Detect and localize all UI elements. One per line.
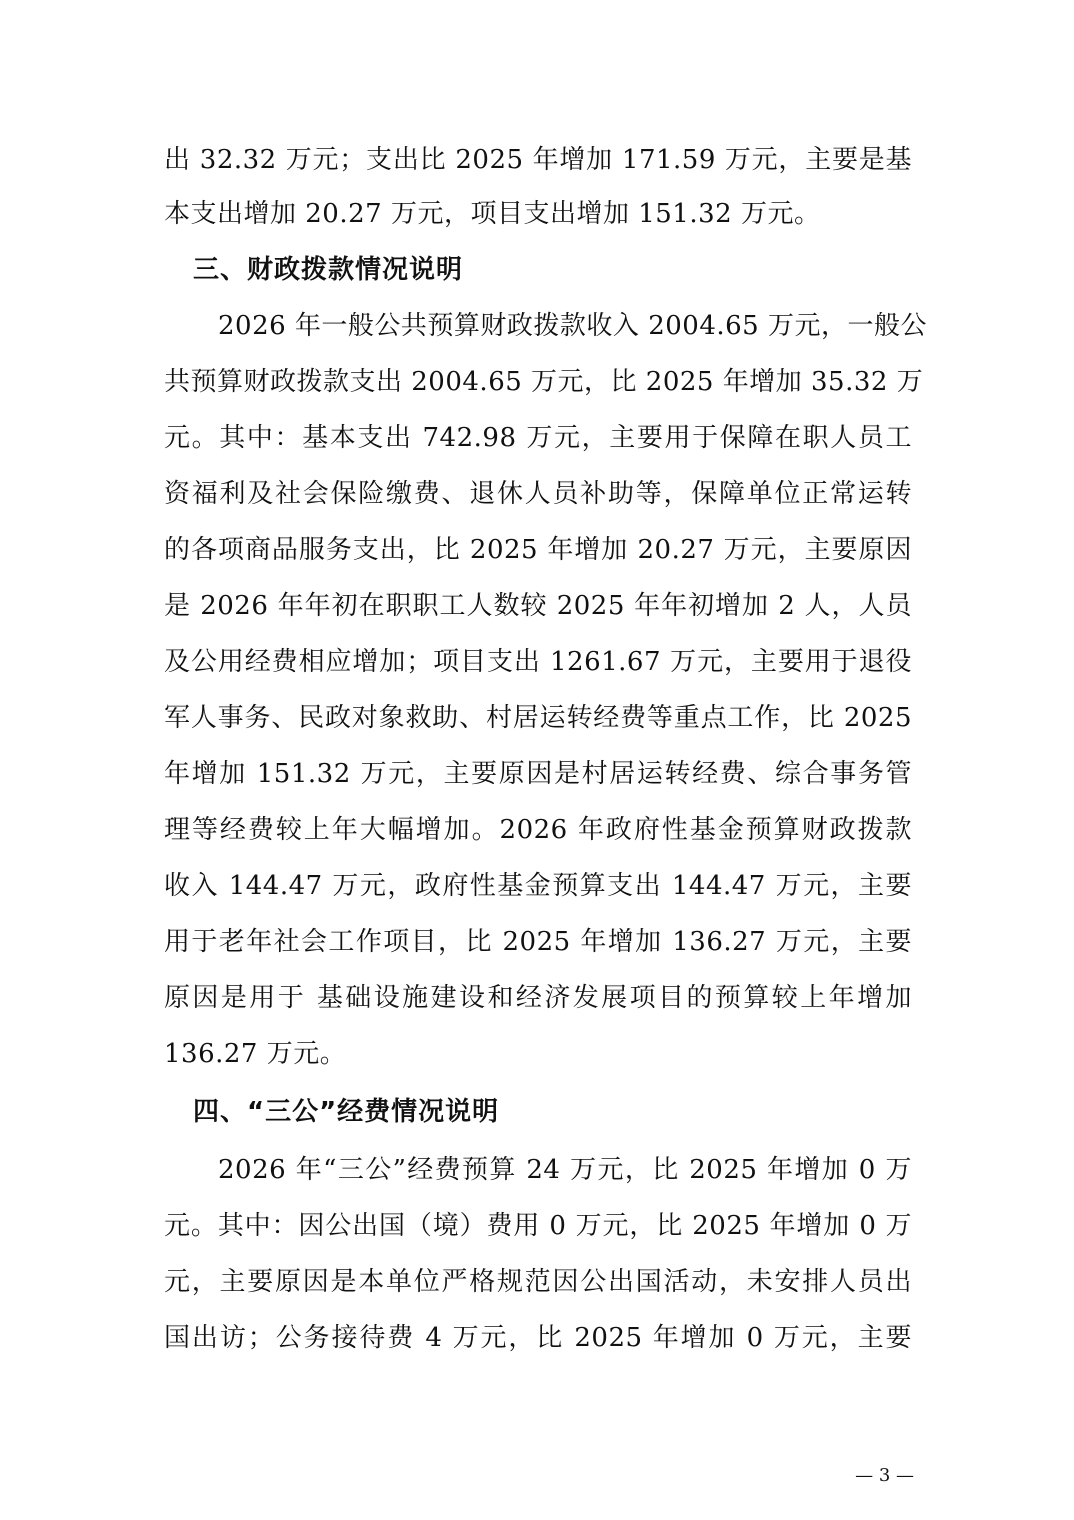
- section-heading-fiscal-appropriation: 三、财政拨款情况说明: [193, 255, 464, 285]
- paragraph-line: 用于老年社会工作项目，比 2025 年增加 136.27 万元，主要: [164, 927, 912, 957]
- paragraph-line: 元。其中：因公出国（境）费用 0 万元，比 2025 年增加 0 万: [164, 1211, 912, 1241]
- paragraph-line: 原因是用于 基础设施建设和经济发展项目的预算较上年增加: [164, 983, 912, 1013]
- paragraph-line: 年增加 151.32 万元，主要原因是村居运转经费、综合事务管: [164, 759, 912, 789]
- paragraph-line: 收入 144.47 万元，政府性基金预算支出 144.47 万元，主要: [164, 871, 912, 901]
- paragraph-line: 元，主要原因是本单位严格规范因公出国活动，未安排人员出: [164, 1267, 912, 1297]
- paragraph-line: 的各项商品服务支出，比 2025 年增加 20.27 万元，主要原因: [164, 535, 912, 565]
- paragraph-line: 出 32.32 万元；支出比 2025 年增加 171.59 万元，主要是基: [164, 145, 912, 175]
- paragraph-line: 2026 年一般公共预算财政拨款收入 2004.65 万元，一般公: [218, 311, 927, 341]
- paragraph-line: 2026 年“三公”经费预算 24 万元，比 2025 年增加 0 万: [218, 1155, 912, 1185]
- paragraph-line: 军人事务、民政对象救助、村居运转经费等重点工作，比 2025: [164, 703, 912, 733]
- paragraph-line: 资福利及社会保险缴费、退休人员补助等，保障单位正常运转: [164, 479, 912, 509]
- paragraph-line: 及公用经费相应增加；项目支出 1261.67 万元，主要用于退役: [164, 647, 912, 677]
- paragraph-line: 国出访；公务接待费 4 万元，比 2025 年增加 0 万元，主要: [164, 1323, 912, 1353]
- paragraph-line: 是 2026 年年初在职职工人数较 2025 年年初增加 2 人，人员: [164, 591, 912, 621]
- page-number: — 3 —: [855, 1465, 914, 1486]
- paragraph-line: 本支出增加 20.27 万元，项目支出增加 151.32 万元。: [164, 199, 821, 229]
- paragraph-line: 理等经费较上年大幅增加。2026 年政府性基金预算财政拨款: [164, 815, 912, 845]
- paragraph-line: 136.27 万元。: [164, 1039, 347, 1069]
- paragraph-line: 共预算财政拨款支出 2004.65 万元，比 2025 年增加 35.32 万: [164, 367, 924, 397]
- paragraph-line: 元。其中：基本支出 742.98 万元，主要用于保障在职人员工: [164, 423, 912, 453]
- section-heading-three-public-expenses: 四、“三公”经费情况说明: [193, 1097, 500, 1127]
